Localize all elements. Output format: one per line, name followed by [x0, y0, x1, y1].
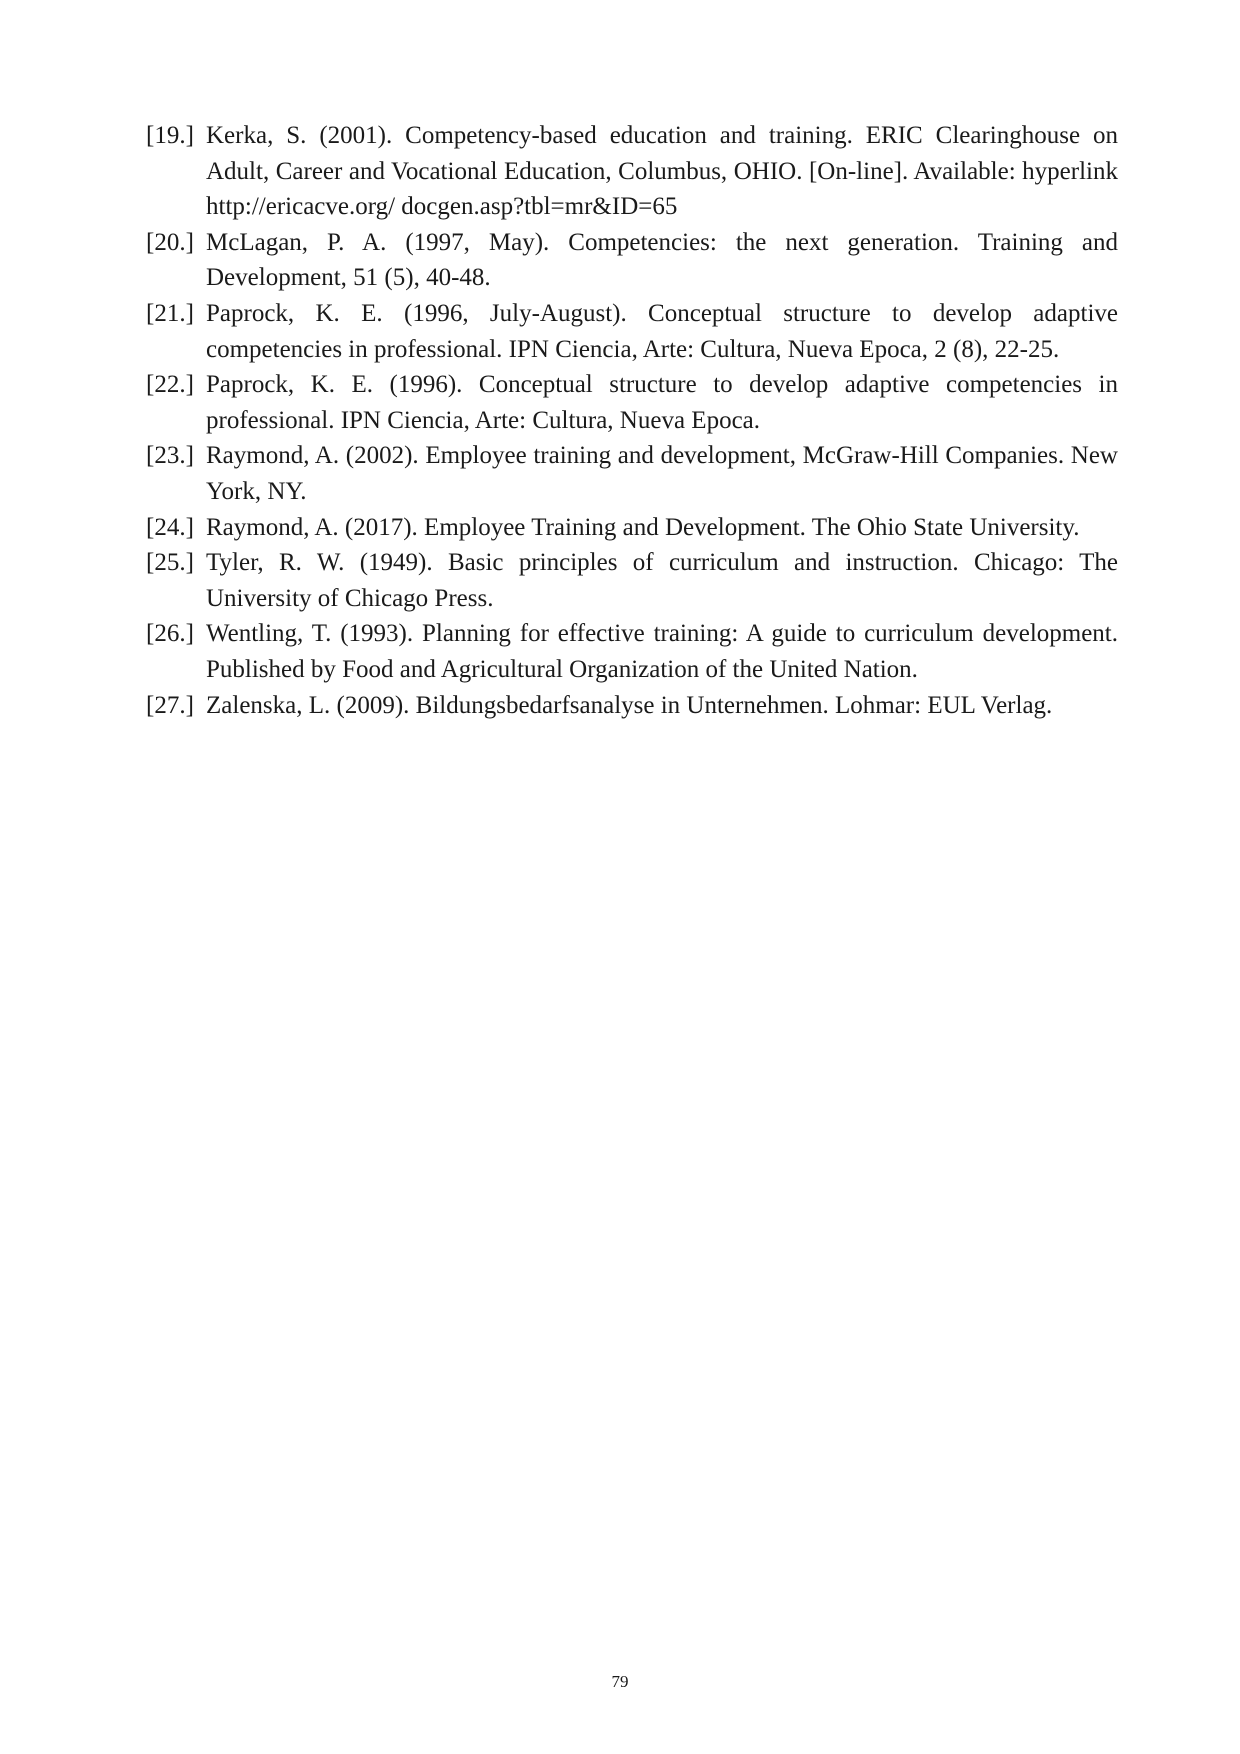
reference-item-19: [146, 118, 1118, 225]
reference-text: Wentling, T. (1993). Planning for effective training: A guide to curriculum development. Published by Food and Agricultural Organization of the United Nation.: [206, 620, 1118, 683]
reference-number: [27.]: [146, 691, 194, 719]
reference-text: Raymond, A. (2002). Employee training and development, McGraw-Hill Companies. New York, NY.: [206, 442, 1118, 505]
reference-text: Tyler, R. W. (1949). Basic principles of curriculum and instruction. Chicago: The University of Chicago Press.: [206, 549, 1118, 612]
reference-number: [26.]: [146, 620, 194, 648]
reference-number: [20.]: [146, 228, 194, 256]
reference-number: [22.]: [146, 371, 194, 399]
reference-item-23: [146, 438, 1118, 509]
reference-item-24: [146, 510, 1118, 546]
reference-number: [19.]: [146, 122, 194, 149]
reference-text: Zalenska, L. (2009). Bildungsbedarfsanalyse in Unternehmen. Lohmar: EUL Verlag.: [206, 691, 1053, 719]
reference-item-25: [146, 545, 1118, 616]
reference-text: Paprock, K. E. (1996, July-August). Conceptual structure to develop adaptive competencies in professional. IPN Ciencia, Arte: Cultura, Nueva Epoca, 2 (8), 22-25.: [206, 299, 1118, 363]
reference-text: McLagan, P. A. (1997, May). Competencies: the next generation. Training and Development, 51 (5), 40-48.: [206, 228, 1118, 292]
page-number: 79: [611, 1672, 629, 1691]
reference-list: [146, 118, 1118, 723]
reference-item-27: [146, 688, 1118, 724]
reference-item-20: [146, 225, 1118, 296]
reference-number: [25.]: [146, 549, 194, 577]
reference-item-22: [146, 367, 1118, 438]
reference-item-21: [146, 296, 1118, 367]
reference-item-26: [146, 616, 1118, 687]
reference-number: [24.]: [146, 513, 194, 541]
reference-text: Raymond, A. (2017). Employee Training and Development. The Ohio State University.: [206, 513, 1080, 541]
reference-number: [23.]: [146, 442, 194, 470]
reference-number: [21.]: [146, 299, 194, 327]
reference-text: Kerka, S. (2001). Competency-based education and training. ERIC Clearinghouse on Adult, Career and Vocational Education, Columbus, OHIO. [On-line]. Available: hyperlink http://ericacve.org/ docgen.asp?tbl=mr&ID=65: [206, 122, 1118, 221]
reference-text: Paprock, K. E. (1996). Conceptual structure to develop adaptive competencies in professional. IPN Ciencia, Arte: Cultura, Nueva Epoca.: [206, 371, 1118, 434]
